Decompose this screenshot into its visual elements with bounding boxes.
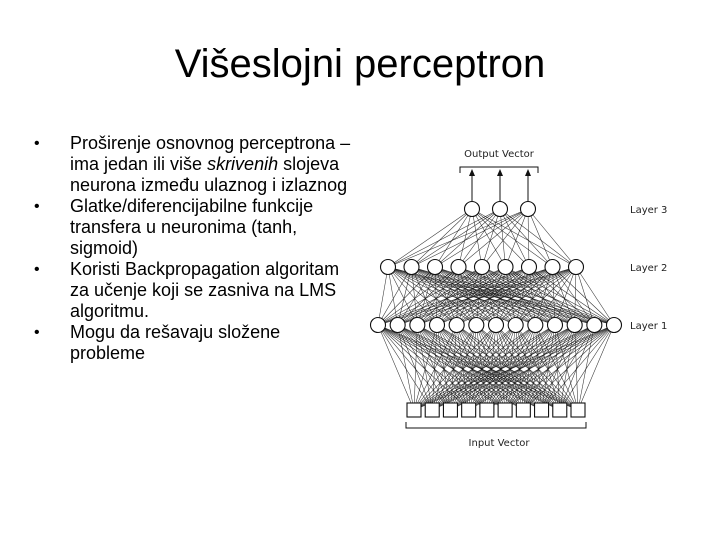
connection-line <box>575 267 576 325</box>
layer1-neuron <box>390 318 405 333</box>
slide-title: Višeslojni perceptron <box>174 42 546 86</box>
connection-line <box>417 325 487 410</box>
bullet-marker: • <box>34 261 40 278</box>
connection-line <box>437 267 553 325</box>
bullet-item <box>30 133 360 196</box>
connection-line <box>472 209 576 267</box>
connection-line <box>459 209 529 267</box>
bullet-text: Koristi Backpropagation algoritam za učenje koji se zasniva na LMS algoritmu. <box>70 259 340 321</box>
layer1-neuron <box>528 318 543 333</box>
connection-line <box>388 209 472 267</box>
connection-line <box>435 209 528 267</box>
layer1-neuron <box>607 318 622 333</box>
connection-line <box>576 267 594 325</box>
neural-network-diagram <box>360 140 690 450</box>
connection-line <box>412 209 501 267</box>
input-node <box>571 403 585 417</box>
layer3-neuron <box>493 202 508 217</box>
connection-line <box>528 209 576 267</box>
layer2-neuron <box>545 260 560 275</box>
layer2-neuron <box>381 260 396 275</box>
connection-line <box>388 209 500 267</box>
layer1-neuron <box>371 318 386 333</box>
layer2-neuron <box>498 260 513 275</box>
connection-line <box>459 209 501 267</box>
bullet-list <box>30 133 360 364</box>
bullet-item <box>30 322 360 364</box>
layer3-neuron <box>465 202 480 217</box>
output-arrows <box>469 169 531 201</box>
network-connections <box>378 209 614 410</box>
output-vector-label: Output Vector <box>464 149 534 160</box>
layer2-neuron <box>522 260 537 275</box>
layer2-neuron <box>475 260 490 275</box>
layer2-neuron <box>428 260 443 275</box>
bullet-marker: • <box>34 198 40 215</box>
layer1-neuron <box>449 318 464 333</box>
connection-line <box>482 209 500 267</box>
layer1-neuron <box>587 318 602 333</box>
connection-line <box>435 209 500 267</box>
output-arrow-head <box>469 169 475 176</box>
connection-line <box>388 267 398 325</box>
input-node <box>407 403 421 417</box>
bullet-text: slojeva neurona između ulaznog i izlaznog <box>70 154 348 195</box>
connection-line <box>500 209 553 267</box>
bullet-item <box>30 259 360 322</box>
connection-line <box>412 209 473 267</box>
layer3-neuron <box>521 202 536 217</box>
layer2-neuron <box>569 260 584 275</box>
bullet-text: Mogu da rešavaju složene probleme <box>70 322 281 363</box>
layer1-neuron <box>548 318 563 333</box>
input-node <box>553 403 567 417</box>
layer2-neuron <box>404 260 419 275</box>
bullet-item <box>30 196 360 259</box>
connection-line <box>505 325 575 410</box>
input-node <box>480 403 494 417</box>
input-node <box>535 403 549 417</box>
bullet-text: Proširenje osnovnog perceptrona – ima jedan ili više <box>70 133 351 174</box>
layer1-neuron <box>567 318 582 333</box>
layer1-neuron <box>430 318 445 333</box>
connection-line <box>500 209 576 267</box>
connection-line <box>398 325 433 410</box>
bullet-marker: • <box>34 135 40 152</box>
bullet-text: Glatke/diferencijabilne funkcije transfera u neuronima (tanh, sigmoid) <box>70 196 314 258</box>
connection-line <box>576 267 614 325</box>
layer1-neuron <box>410 318 425 333</box>
layer-label: Layer 3 <box>630 205 668 216</box>
layer1-neuron <box>489 318 504 333</box>
input-node <box>425 403 439 417</box>
input-vector-label: Input Vector <box>468 438 530 449</box>
layer-label: Layer 2 <box>630 263 668 274</box>
layer-label: Layer 1 <box>630 321 668 332</box>
layer2-neuron <box>451 260 466 275</box>
input-node <box>462 403 476 417</box>
layer1-neuron <box>469 318 484 333</box>
connection-line <box>528 209 529 267</box>
connection-line <box>388 209 528 267</box>
input-node <box>498 403 512 417</box>
output-arrow-head <box>497 169 503 176</box>
connection-line <box>506 267 615 325</box>
input-node <box>443 403 457 417</box>
bullet-text: skrivenih <box>207 154 279 174</box>
input-bracket <box>406 422 586 428</box>
input-node <box>516 403 530 417</box>
connection-line <box>414 325 437 410</box>
connection-line <box>435 209 472 267</box>
bullet-marker: • <box>34 324 40 341</box>
layer1-neuron <box>508 318 523 333</box>
output-arrow-head <box>525 169 531 176</box>
